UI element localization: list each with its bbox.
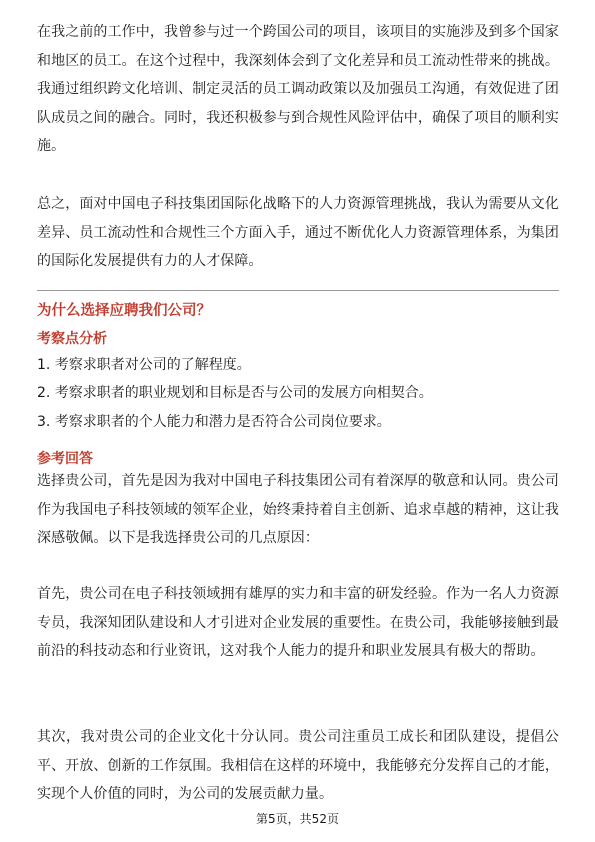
body-paragraph-2: 总之，面对中国电子科技集团国际化战略下的人力资源管理挑战，我认为需要从文化差异、员工流动性和合规性三个方面入手，通过不断优化人力资源管理体系，为集团的国际化发展提供有力的人才保障。 xyxy=(37,196,559,269)
analysis-heading: 考察点分析 xyxy=(37,331,107,347)
body-paragraph-1: 在我之前的工作中，我曾参与过一个跨国公司的项目，该项目的实施涉及到多个国家和地区的员工。在这个过程中，我深刻体会到了文化差异和员工流动性带来的挑战。我通过组织跨文化培训、制定灵活的员工调动政策以及加强员工沟通，有效促进了团队成员之间的融合。同时，我还积极参与到合规性风险评估中，确保了项目的顺利实施。 xyxy=(37,24,559,154)
analysis-point-3: 3. 考察求职者的个人能力和潜力是否符合公司岗位要求。 xyxy=(37,414,391,430)
question-heading: 为什么选择应聘我们公司？ xyxy=(37,303,211,319)
page-number-footer: 第5页，共52页 xyxy=(256,812,339,826)
answer-heading: 参考回答 xyxy=(37,451,93,467)
analysis-point-1: 1. 考察求职者对公司的了解程度。 xyxy=(37,357,251,373)
section-divider xyxy=(37,290,559,291)
analysis-point-2: 2. 考察求职者的职业规划和目标是否与公司的发展方向相契合。 xyxy=(37,385,433,401)
answer-paragraph-3: 其次，我对贵公司的企业文化十分认同。贵公司注重员工成长和团队建设，提倡公平、开放、创新的工作氛围。我相信在这样的环境中，我能够充分发挥自己的才能，实现个人价值的同时，为公司的发展贡献力量。 xyxy=(37,729,559,802)
answer-paragraph-2: 首先，贵公司在电子科技领域拥有雄厚的实力和丰富的研发经验。作为一名人力资源专员，我深知团队建设和人才引进对企业发展的重要性。在贵公司，我能够接触到最前沿的科技动态和行业资讯，这对我个人能力的提升和职业发展具有极大的帮助。 xyxy=(37,586,559,659)
answer-paragraph-1: 选择贵公司，首先是因为我对中国电子科技集团公司有着深厚的敬意和认同。贵公司作为我国电子科技领域的领军企业，始终秉持着自主创新、追求卓越的精神，这让我深感敬佩。以下是我选择贵公司的几点原因： xyxy=(37,473,559,546)
